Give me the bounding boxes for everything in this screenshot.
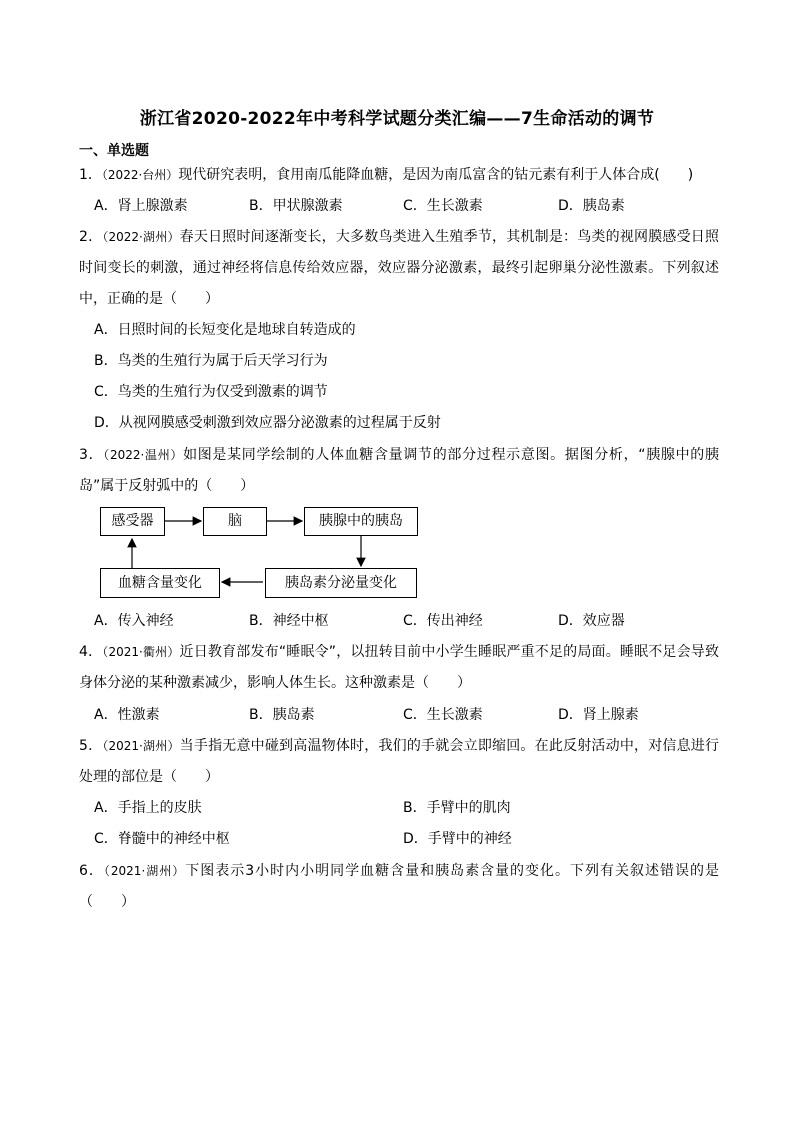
q2-option-a: A．日照时间的长短变化是地球自转造成的 <box>94 322 356 338</box>
q1-option-c: C．生长激素 <box>403 198 483 214</box>
question-number: 4． <box>79 644 103 660</box>
question-4 <box>79 637 719 699</box>
question-source: （2021·湖州） <box>103 864 186 878</box>
question-text: 当手指无意中碰到高温物体时，我们的手就会立即缩回。在此反射活动中，对信息进行处理的部位是（ ） <box>79 738 720 785</box>
q3-option-a: A．传入神经 <box>94 613 174 629</box>
diagram-box-islet: 胰腺中的胰岛 <box>304 507 418 536</box>
q2-option-d: D．从视网膜感受刺激到效应器分泌激素的过程属于反射 <box>94 415 441 431</box>
q2-option-c: C．鸟类的生殖行为仅受到激素的调节 <box>94 384 328 400</box>
q4-option-a: A．性激素 <box>94 707 160 723</box>
q4-option-c: C．生长激素 <box>403 707 483 723</box>
q3-option-d: D．效应器 <box>558 613 625 629</box>
q5-option-d: D．手臂中的神经 <box>403 831 512 847</box>
question-source: （2022·湖州） <box>102 230 180 244</box>
q1-option-a: A．肾上腺激素 <box>94 198 188 214</box>
question-source: （2021·湖州） <box>102 739 180 753</box>
question-text: 近日教育部发布“睡眠令”，以扭转目前中小学生睡眠严重不足的局面。睡眠不足会导致身体分泌的某种激素减少，影响人体生长。这种激素是（ ） <box>79 644 719 691</box>
question-source: （2022·台州） <box>101 168 179 182</box>
q5-option-a: A．手指上的皮肤 <box>94 800 202 816</box>
diagram-box-receptor: 感受器 <box>100 507 165 536</box>
question-source: （2022·温州） <box>103 448 184 462</box>
q3-option-c: C．传出神经 <box>403 613 483 629</box>
question-text: 现代研究表明，食用南瓜能降血糖，是因为南瓜富含的钴元素有利于人体合成( ) <box>178 167 694 183</box>
page-title: 浙江省2020-2022年中考科学试题分类汇编——7生命活动的调节 <box>139 109 655 129</box>
diagram-box-brain: 脑 <box>203 507 267 536</box>
q4-option-d: D．肾上腺素 <box>558 707 639 723</box>
diagram-box-insulin-change: 胰岛素分泌量变化 <box>265 568 417 598</box>
question-text: 下图表示3小时内小明同学血糖含量和胰岛素含量的变化。下列有关叙述错误的是（ ） <box>79 863 719 910</box>
q3-option-b: B．神经中枢 <box>249 613 329 629</box>
question-5 <box>79 731 719 793</box>
question-number: 3． <box>79 447 104 463</box>
diagram-box-glucose-change: 血糖含量变化 <box>100 568 220 598</box>
question-6 <box>79 856 719 918</box>
q1-option-b: B．甲状腺激素 <box>249 198 343 214</box>
question-number: 1． <box>79 167 102 183</box>
q5-option-b: B．手臂中的肌肉 <box>403 800 511 816</box>
question-text: 如图是某同学绘制的人体血糖含量调节的部分过程示意图。据图分析，“胰腺中的胰岛”属于反射弧中的（ ） <box>79 447 719 494</box>
q1-option-d: D．胰岛素 <box>558 198 625 214</box>
q4-option-b: B．胰岛素 <box>249 707 315 723</box>
section-heading: 一、单选题 <box>79 143 149 159</box>
question-number: 2． <box>79 229 103 245</box>
question-source: （2021·衢州） <box>102 645 180 659</box>
question-number: 5． <box>79 738 103 754</box>
question-number: 6． <box>79 863 104 879</box>
q2-option-b: B．鸟类的生殖行为属于后天学习行为 <box>94 353 328 369</box>
q5-option-c: C．脊髓中的神经中枢 <box>94 831 230 847</box>
question-text: 春天日照时间逐渐变长，大多数鸟类进入生殖季节，其机制是：鸟类的视网膜感受日照时间变长的刺激，通过神经将信息传给效应器，效应器分泌激素，最终引起卵巢分泌性激素。下列叙述中，正确的是（ ） <box>79 229 720 307</box>
